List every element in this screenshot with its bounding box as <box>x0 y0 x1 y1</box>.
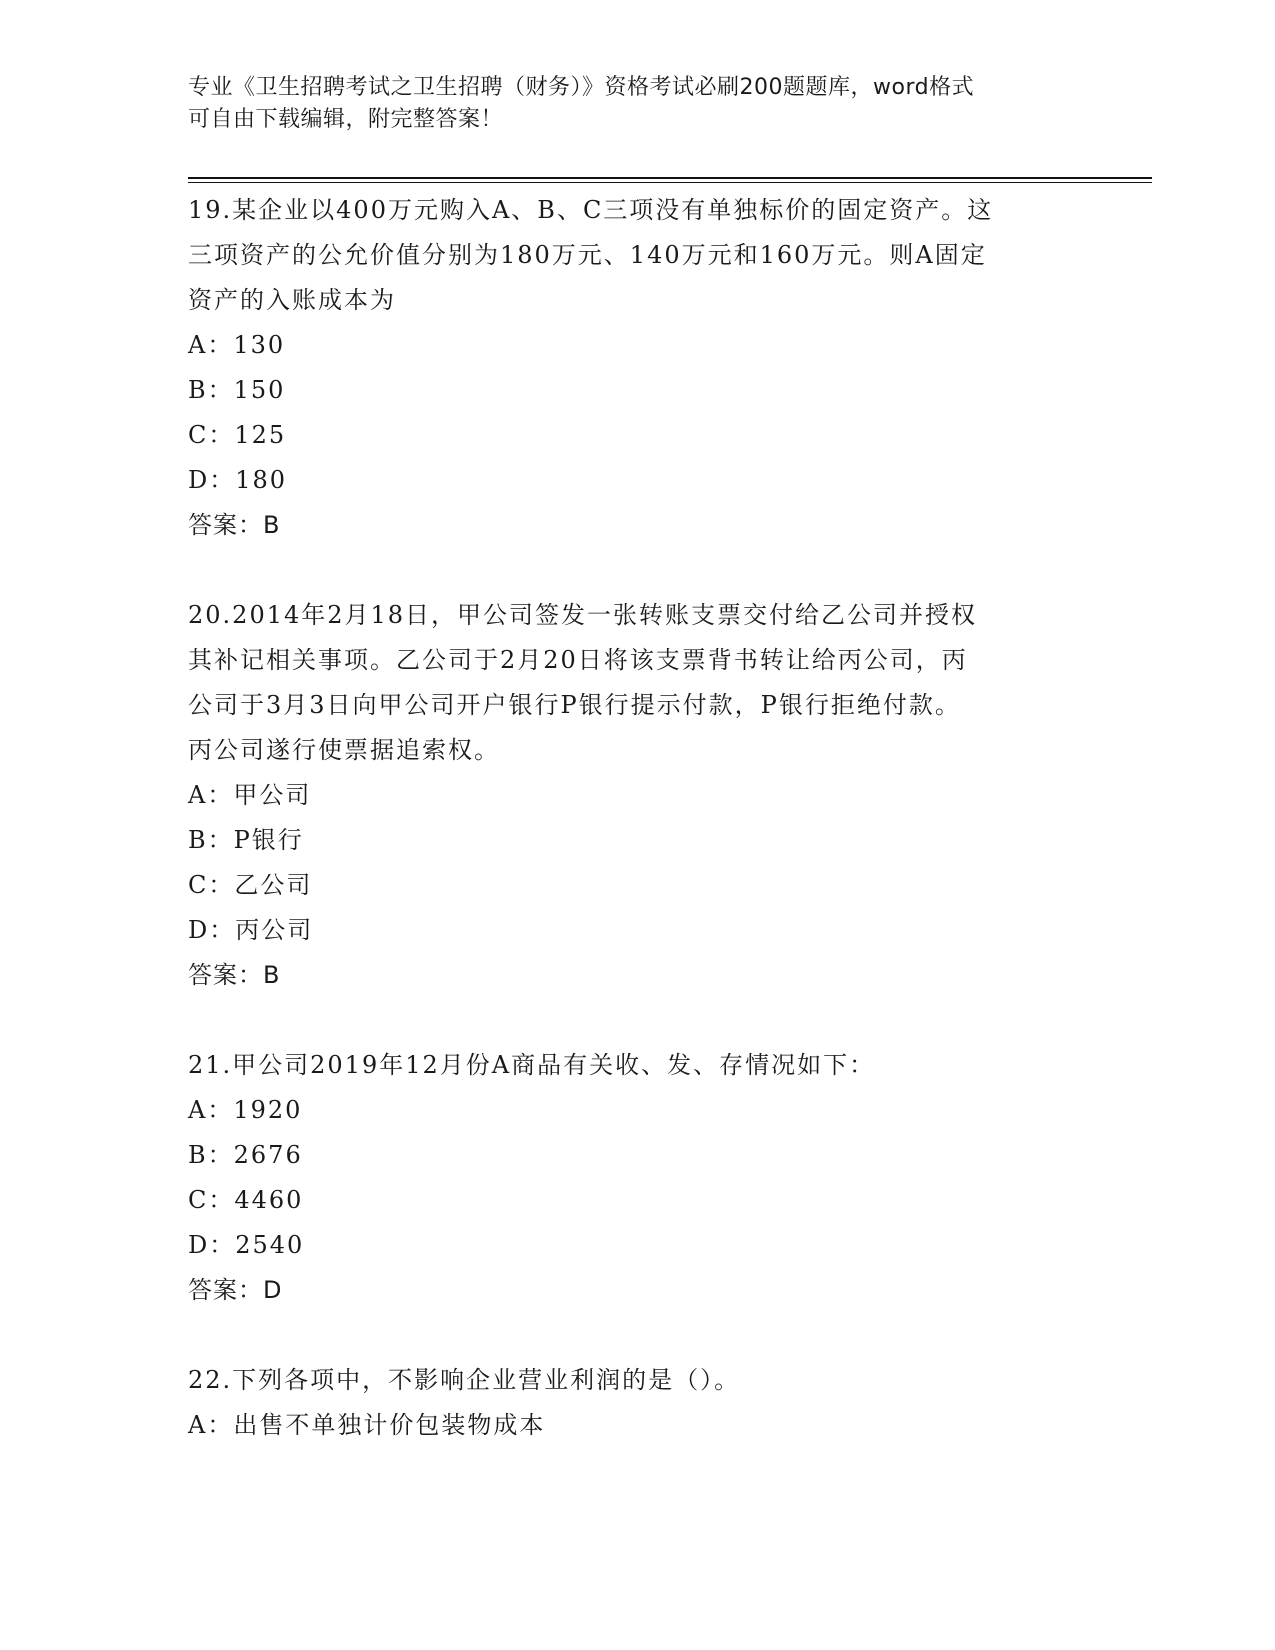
question-list <box>188 188 1088 1448</box>
question-stem: 公司于3月3日向甲公司开户银行P银行提示付款，P银行拒绝付款。 <box>188 691 961 719</box>
header-divider-thin <box>188 182 1152 183</box>
question-21 <box>188 1043 1088 1313</box>
question-stem: 资产的入账成本为 <box>188 286 396 314</box>
question-stem: 三项资产的公允价值分别为180万元、140万元和160万元。则A固定 <box>188 241 987 269</box>
question-stem: 19.某企业以400万元购入A、B、C三项没有单独标价的固定资产。这 <box>188 196 994 224</box>
option-a: A：甲公司 <box>188 781 312 809</box>
question-stem: 20.2014年2月18日，甲公司签发一张转账支票交付给乙公司并授权 <box>188 601 978 629</box>
option-b: B：150 <box>188 376 286 404</box>
document-header <box>188 72 1068 136</box>
option-b: B：P银行 <box>188 826 304 854</box>
option-d: D：2540 <box>188 1231 305 1259</box>
header-line: 专业《卫生招聘考试之卫生招聘（财务）》资格考试必刷200题题库，word格式 <box>188 75 975 100</box>
option-c: C：125 <box>188 421 287 449</box>
option-a: A：出售不单独计价包装物成本 <box>188 1411 546 1439</box>
option-d: D：180 <box>188 466 288 494</box>
option-c: C：乙公司 <box>188 871 313 899</box>
question-stem: 21.甲公司2019年12月份A商品有关收、发、存情况如下： <box>188 1051 876 1079</box>
question-stem: 22.下列各项中，不影响企业营业利润的是（）。 <box>188 1366 741 1394</box>
option-a: A：1920 <box>188 1096 303 1124</box>
answer-line: 答案：B <box>188 961 281 989</box>
answer-line: 答案：B <box>188 511 281 539</box>
header-line: 可自由下载编辑，附完整答案！ <box>188 107 504 132</box>
answer-line: 答案：D <box>188 1276 283 1304</box>
question-stem: 丙公司遂行使票据追索权。 <box>188 736 500 764</box>
option-c: C：4460 <box>188 1186 304 1214</box>
question-19 <box>188 188 1088 548</box>
question-20 <box>188 593 1088 998</box>
question-22 <box>188 1358 1088 1448</box>
question-stem: 其补记相关事项。乙公司于2月20日将该支票背书转让给丙公司，丙 <box>188 646 968 674</box>
option-a: A：130 <box>188 331 286 359</box>
option-d: D：丙公司 <box>188 916 314 944</box>
option-b: B：2676 <box>188 1141 303 1169</box>
header-divider <box>188 177 1152 179</box>
